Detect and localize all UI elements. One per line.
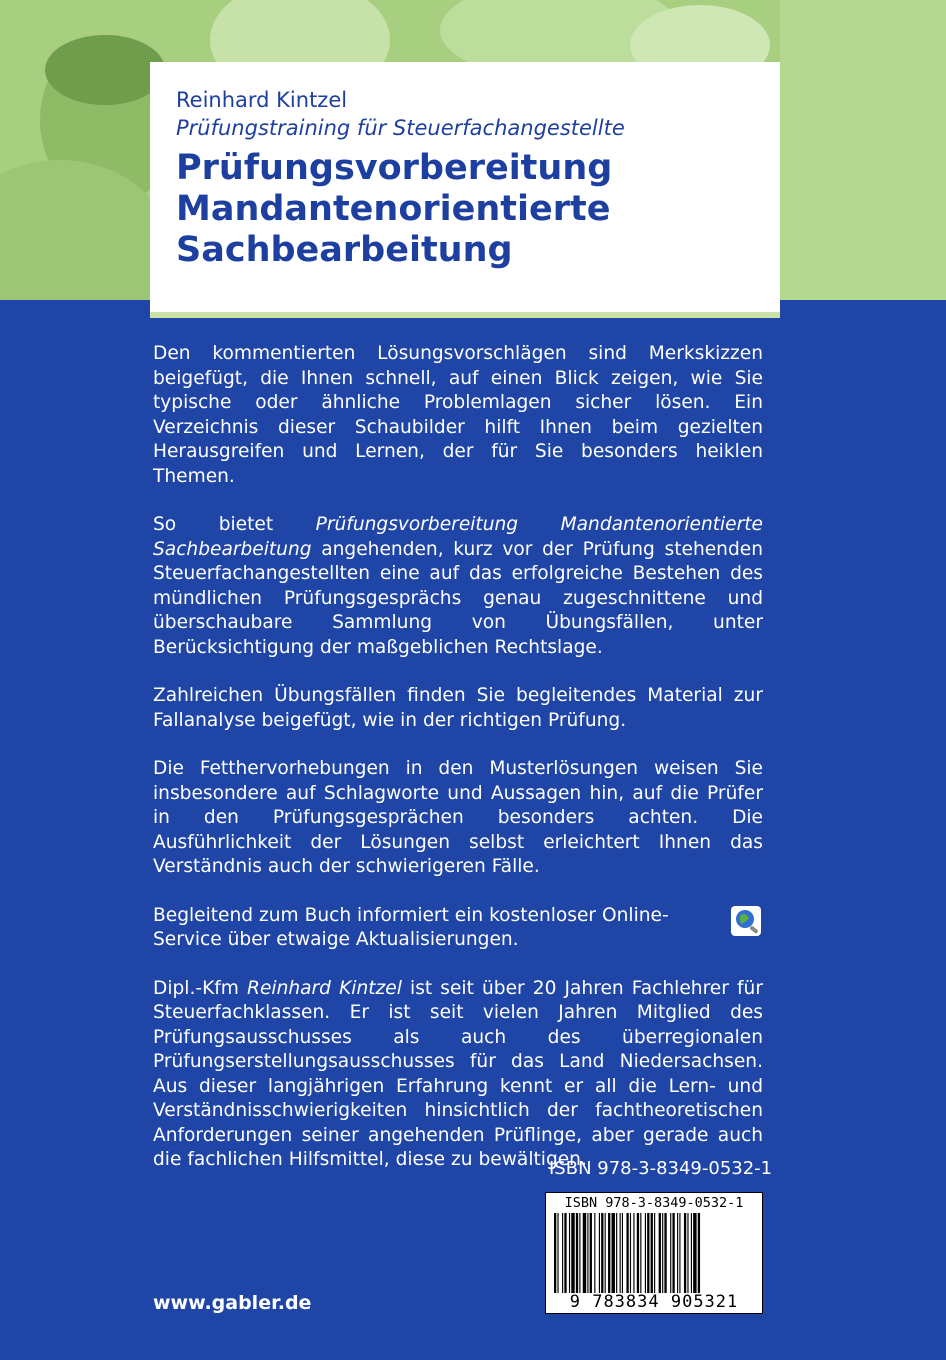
paragraph-2-prefix: So bietet — [153, 514, 316, 535]
book-title — [176, 148, 756, 271]
paragraph-6-suffix: ist seit über 20 Jahren Fachlehrer für Steuerfachklassen. Er ist seit vielen Jahren Mitglied des Prüfungsausschusses als auch des überregionalen Prüfungserstellungsausschusses für das Land Niedersachsen. Aus dieser langjährigen Erfahrung kennt er all die Lern- und Verständnisschwierigkeiten hinsichtlich der fachtheoretischen Anforderungen seiner angehenden Prüflinge, aber gerade auch die fachlichen Hilfsmittel, diese zu bewältigen. — [153, 977, 763, 1170]
isbn-label: ISBN 978-3-8349-0532-1 — [549, 1158, 773, 1179]
paragraph-2 — [153, 513, 763, 660]
title-line-1: Prüfungsvorbereitung — [176, 148, 613, 188]
barcode-isbn-text: ISBN 978-3-8349-0532-1 — [564, 1195, 744, 1211]
barcode-bars — [552, 1213, 756, 1293]
title-line-3: Sachbearbeitung — [176, 230, 513, 270]
paragraph-6 — [153, 977, 763, 1173]
paragraph-5-text: Begleitend zum Buch informiert ein kostenloser Online-Service über etwaige Aktualisierungen. — [153, 904, 669, 950]
barcode-number: 9 783834 905321 — [569, 1292, 739, 1312]
paragraph-2-suffix: angehenden, kurz vor der Prüfung stehenden Steuerfachangestellten eine auf das erfolgreiche Bestehen des mündlichen Prüfungsgesprächs genau zugeschnittene und überschaubare Sammlung von Übungsfällen, unter Berücksichtigung der maßgeblichen Rechtslage. — [153, 538, 763, 658]
paragraph-5 — [153, 904, 763, 953]
paragraph-6-italic: Reinhard Kintzel — [247, 977, 402, 999]
header-card-bottom-bar — [150, 312, 780, 318]
blurb-text — [153, 342, 763, 1197]
paragraph-1: Den kommentierten Lösungsvorschlägen sind Merkskizzen beigefügt, die Ihnen schnell, auf einen Blick zeigen, wie Sie typische oder ähnliche Problemlagen sicher lösen. Ein Verzeichnis dieser Schaubilder hilft Ihnen beim gezielten Herausgreifen und Lernen, der für Sie besonders heiklen Themen. — [153, 343, 763, 487]
header-card — [150, 62, 780, 318]
author-name: Reinhard Kintzel — [176, 88, 348, 112]
green-side-panel — [780, 0, 946, 300]
paragraph-6-prefix: Dipl.-Kfm — [153, 977, 248, 999]
title-line-2: Mandantenorientierte — [176, 189, 611, 229]
series-title: Prüfungstraining für Steuerfachangestellte — [176, 116, 625, 140]
online-service-globe-icon — [731, 906, 761, 936]
paragraph-4: Die Fetthervorhebungen in den Musterlösungen weisen Sie insbesondere auf Schlagworte und Aussagen hin, auf die Prüfer in den Prüfungsgesprächen besonders achten. Die Ausführlichkeit der Lösungen selbst erleichtert Ihnen das Verständnis auch der schwierigeren Fälle. — [153, 758, 763, 877]
publisher-url: www.gabler.de — [153, 1292, 312, 1314]
barcode — [545, 1192, 763, 1314]
paragraph-3: Zahlreichen Übungsfällen finden Sie begleitendes Material zur Fallanalyse beigefügt, wie in der richtigen Prüfung. — [153, 685, 763, 731]
paragraph-2-italic: Prüfungsvorbereitung Mandantenorientierte Sachbearbeitung — [153, 514, 763, 560]
